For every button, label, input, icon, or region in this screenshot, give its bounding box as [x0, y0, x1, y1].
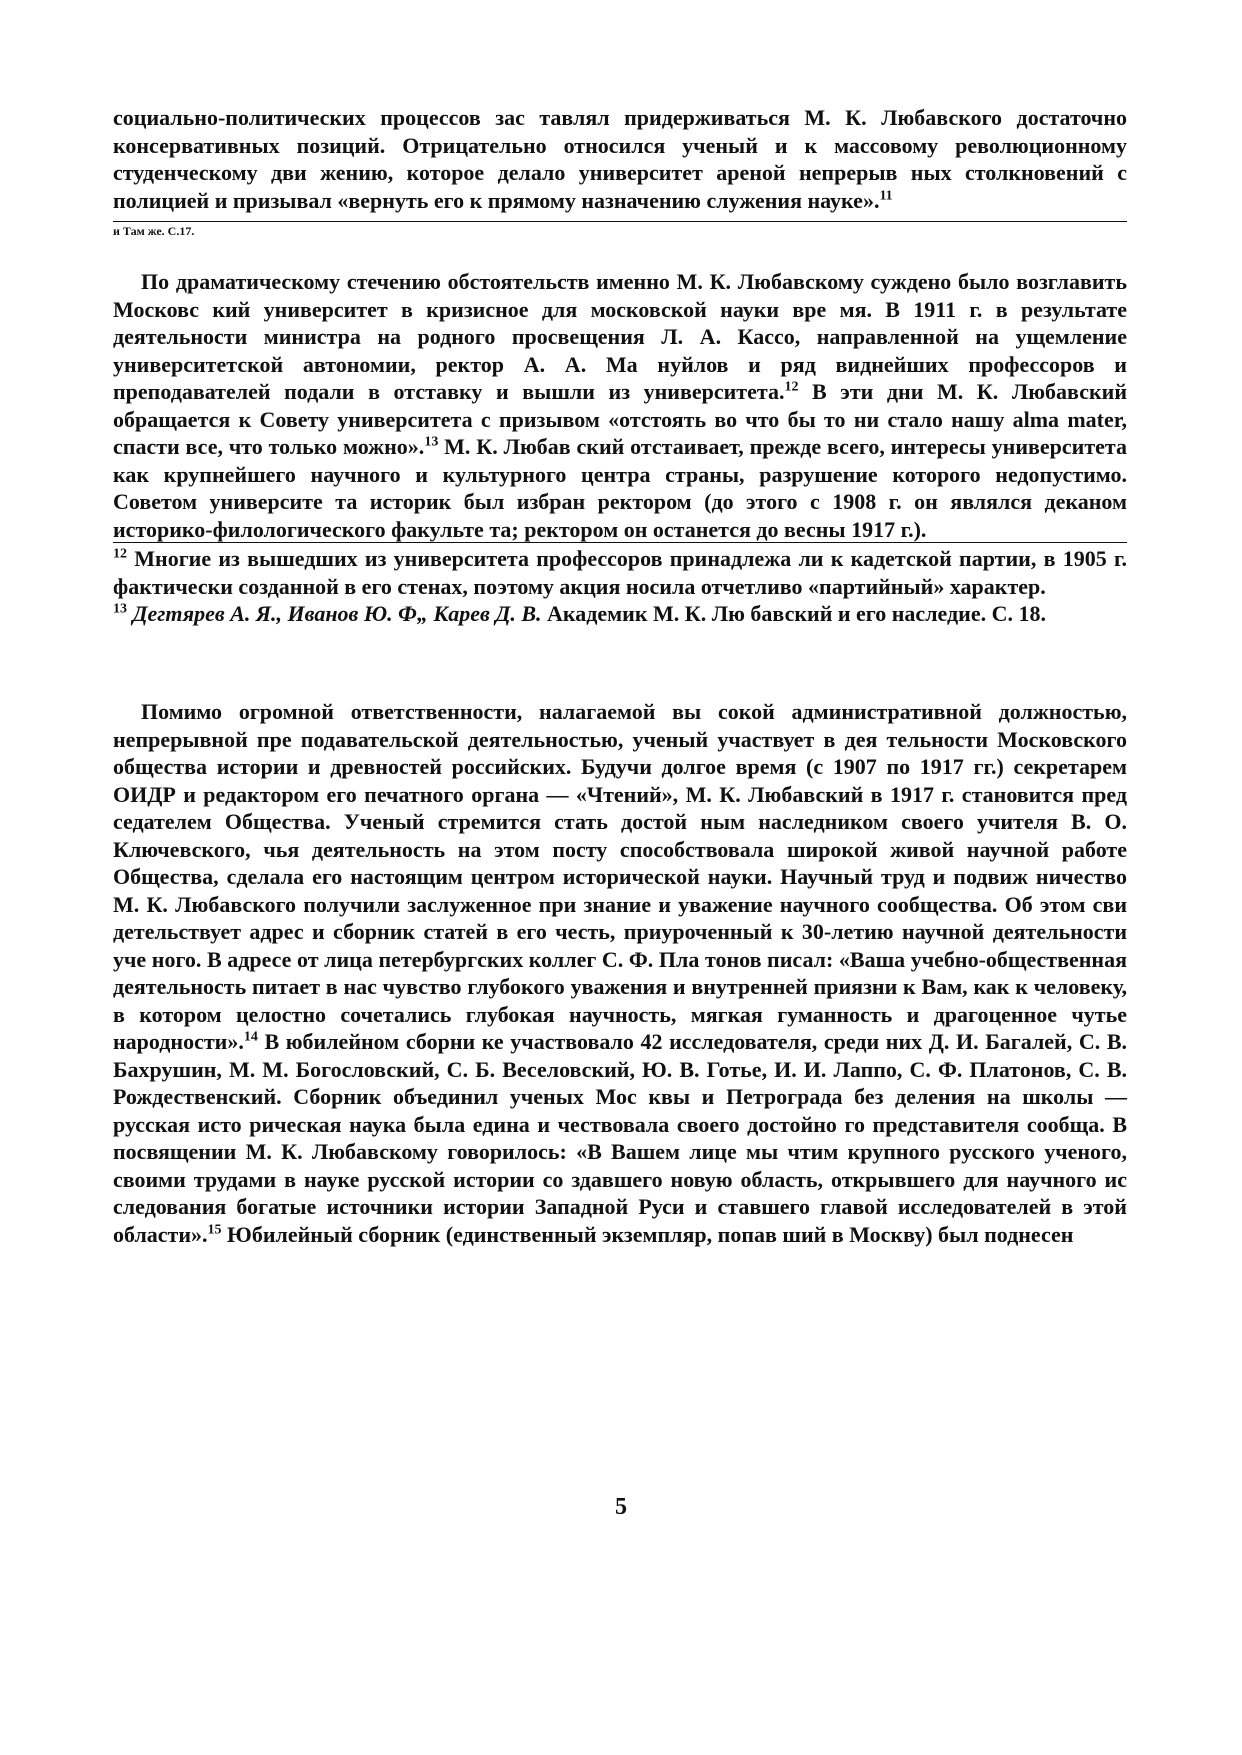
- footnote-text: Академик М. К. Лю бавский и его наследие. С. 18.: [541, 601, 1046, 626]
- footnote-ref-11[interactable]: 11: [879, 188, 893, 204]
- footnote-text: Многие из вышедших из университета профессоров принадлежа ли к кадетской партии, в 1905 г. фактически созданной в его стенах, поэтому акция носила отчетливо «партийный» характер.: [113, 546, 1127, 599]
- footnotes-12-13: [113, 545, 1127, 628]
- footnote-ref-13[interactable]: 13: [424, 434, 439, 450]
- footnote-text: Там же. С.17.: [119, 224, 195, 238]
- footnote-11: [113, 224, 1127, 239]
- footnote-authors: Дегтярев А. Я., Иванов Ю. Ф„ Карев Д. В.: [127, 601, 542, 626]
- footnote-12: [113, 545, 1127, 600]
- footnote-ref-15[interactable]: 15: [207, 1222, 222, 1238]
- footnote-separator: [113, 542, 1127, 543]
- paragraph-rector: [113, 268, 1127, 543]
- footnote-ref-12[interactable]: 12: [784, 379, 799, 395]
- footnote-mark: 13: [113, 601, 127, 617]
- paragraph-text: социально-политических процессов зас тавлял придерживаться М. К. Любавского достаточно консервативных позиций. Отрицательно относился ученый и к массовому революционному студенческому дви жению, которое делало университет ареной непрерыв ных столкновений с полицией и призывал «вернуть его к прямому назначению служения науке».$^{11}$: [113, 105, 1127, 213]
- paragraph-text: По драматическому стечению обстоятельств именно М. К. Любавскому суждено было возглавить Московс кий университет в кризисное для московской науки вре мя. В 1911 г. в результате деятельности министра на родного просвещения Л. А. Кассо, направленной на ущемление университетской автономии, ректор А. А. Ма нуйлов и ряд виднейших профессоров и преподавателей подали в отставку и вышли из университета.$^{12}$ В эти дни М. К. Любавский обращается к Совету университета с призывом «отстоять во что бы то ни стало нашу alma mater, спасти все, что только можно».$^{13}$ М. К. Любав ский отстаивает, прежде всего, интересы университета как крупнейшего научного и культурного центра страны, разрушение которого недопустимо. Советом университе та историк был избран ректором (до этого с 1908 г. он являлся деканом историко-филологического факульте та; ректором он останется до весны 1917 г.).: [113, 269, 1127, 542]
- page-number: 5: [615, 1494, 627, 1520]
- footnote-mark: и: [113, 224, 120, 238]
- paragraph-text: Помимо огромной ответственности, налагаемой вы сокой административной должностью, непрерывной пре подавательской деятельностью, ученый участвует в дея тельности Московского общества истории и древностей российских. Будучи долгое время (с 1907 по 1917 гг.) секретарем ОИДР и редактором его печатного органа — «Чтений», М. К. Любавский в 1917 г. становится пред седателем Общества. Ученый стремится стать достой ным наследником своего учителя В. О. Ключевского, чья деятельность на этом посту способствовала широкой живой научной работе Общества, сделала его настоящим центром исторической науки. Научный труд и подвиж ничество М. К. Любавского получили заслуженное при знание и уважение научного сообщества. Об этом сви детельствует адрес и сборник статей в его честь, приуроченный к 30-летию научной деятельности уче ного. В адресе от лица петербургских коллег С. Ф. Пла тонов писал: «Ваша учебно-общественная деятельность питает в нас чувство глубокого уважения и внутренней приязни к Вам, как к человеку, в котором целостно сочетались глубокая научность, мягкая гуманность и драгоценное чутье народности».$^{14}$ В юбилейном сборни ке участвовало 42 исследователя, среди них Д. И. Багалей, С. В. Бахрушин, М. М. Богословский, С. Б. Веселовский, Ю. В. Готье, И. И. Лаппо, С. Ф. Платонов, С. В. Рождественский. Сборник объединил ученых Мос квы и Петрограда без деления на школы — русская исто рическая наука была едина и чествовала своего достойно го представителя сообща. В посвящении М. К. Любавскому говорилось: «В Вашем лице мы чтим крупного русского ученого, своими трудами в науке русской истории со здавшего новую область, открывшего для научного ис следования богатые источники истории Западной Руси и ставшего главой исследователей в этой области».$^{15}$ Юбилейный сборник (единственный экземпляр, попав ший в Москву) был поднесен: [113, 699, 1127, 1247]
- paragraph-society: [113, 698, 1127, 1248]
- footnote-separator: [113, 221, 1127, 222]
- footnote-13: [113, 600, 1127, 628]
- footnote-mark: 12: [113, 546, 127, 562]
- footnote-ref-14[interactable]: 14: [243, 1029, 258, 1045]
- paragraph-continuation: [113, 104, 1127, 214]
